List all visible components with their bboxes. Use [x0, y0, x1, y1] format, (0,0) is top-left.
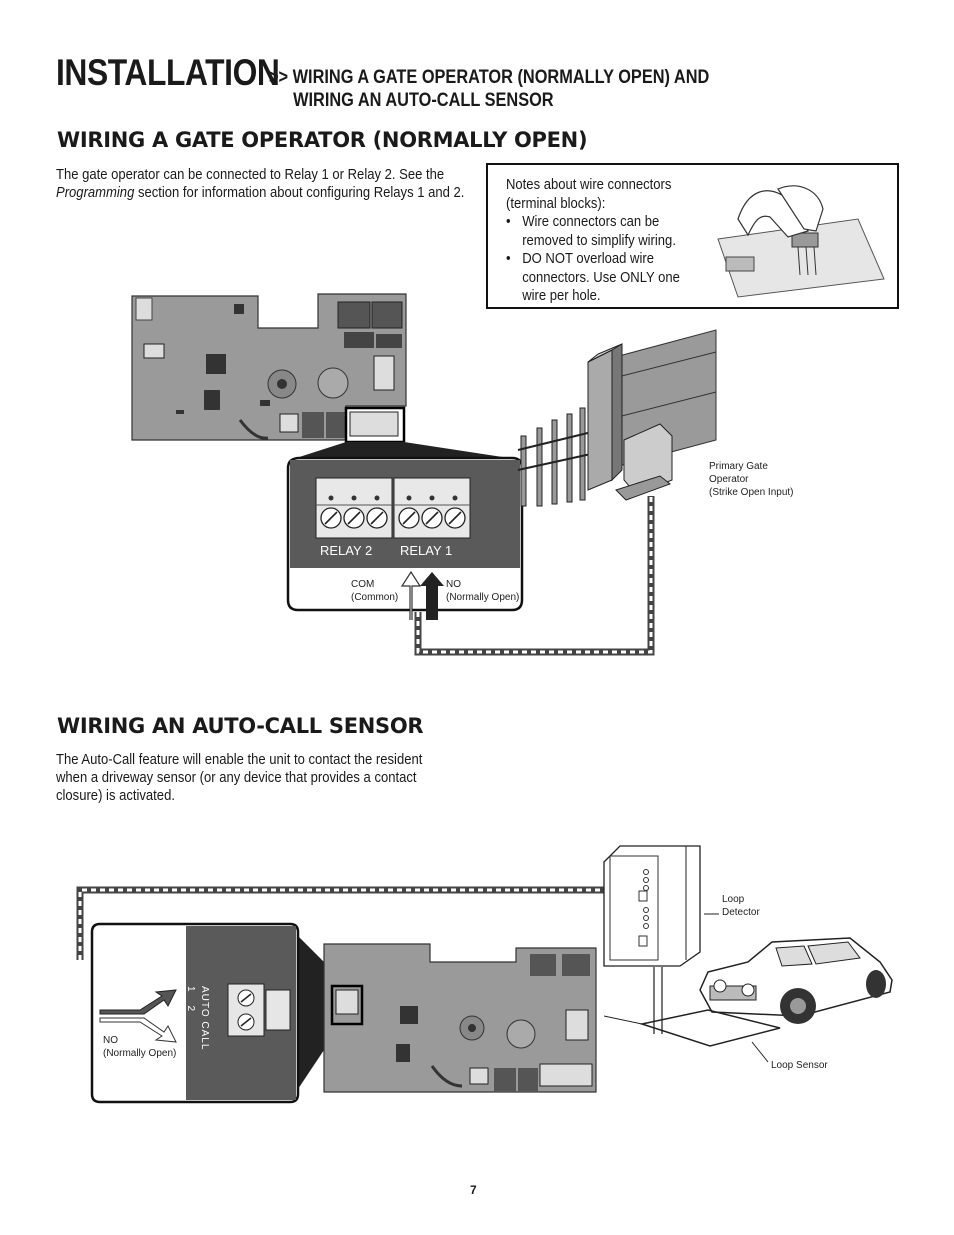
operator-label-line: Operator — [709, 474, 749, 485]
loop-detector-label — [722, 893, 760, 919]
gate-intro-emphasis: Programming — [56, 185, 135, 201]
autocall-intro-text: The Auto-Call feature will enable the unit to contact the resident when a driveway sensor (or any device that provides a contact closure) is activated. — [56, 752, 423, 804]
section-heading-gate: WIRING A GATE OPERATOR (NORMALLY OPEN) — [57, 128, 588, 152]
no-label-text: NO — [446, 579, 461, 590]
operator-label-line: (Strike Open Input) — [709, 487, 794, 498]
circuit-board-autocall — [324, 944, 596, 1092]
section-heading-autocall: WIRING AN AUTO-CALL SENSOR — [57, 714, 424, 738]
relay-2-label: RELAY 2 — [320, 543, 373, 558]
notes-item: • Wire connectors can be removed to simplify wiring. — [522, 213, 699, 250]
subtitle-line-1: >> WIRING A GATE OPERATOR (NORMALLY OPEN) AND — [269, 67, 710, 88]
autocall-no-label — [103, 1034, 176, 1060]
terminal-2-label: 2 — [185, 1005, 196, 1012]
loop-sensor-label: Loop Sensor — [771, 1060, 828, 1071]
subtitle-line-2: WIRING AN AUTO-CALL SENSOR — [293, 90, 554, 111]
auto-call-text: AUTO CALL — [199, 986, 210, 1051]
autocall-no-desc: (Normally Open) — [103, 1048, 177, 1059]
terminal-1-label: 1 — [185, 986, 196, 992]
car-illustration — [700, 938, 892, 1024]
com-label-desc: (Common) — [351, 592, 399, 603]
notes-heading: Notes about wire connectors (terminal blocks): — [506, 177, 672, 212]
notes-item: • DO NOT overload wire connectors. Use ONLY one wire per hole. — [522, 250, 699, 306]
no-label-desc: (Normally Open) — [446, 592, 520, 603]
page-number: 7 — [470, 1183, 477, 1197]
loop-detector-line: Detector — [722, 907, 760, 918]
title-installation: INSTALLATION — [56, 52, 280, 93]
loop-detector-line: Loop — [722, 894, 745, 905]
loop-detector — [604, 846, 700, 1034]
gate-intro-part2: section for information about configuring Relays 1 and 2. — [137, 185, 465, 201]
autocall-no-text: NO — [103, 1035, 118, 1046]
relay-1-label: RELAY 1 — [400, 543, 453, 558]
com-label-text: COM — [351, 579, 375, 590]
gate-intro-part1: The gate operator can be connected to Relay 1 or Relay 2. See the — [56, 167, 445, 183]
operator-label-line: Primary Gate — [709, 461, 768, 472]
autocall-terminal-label — [185, 986, 196, 1026]
